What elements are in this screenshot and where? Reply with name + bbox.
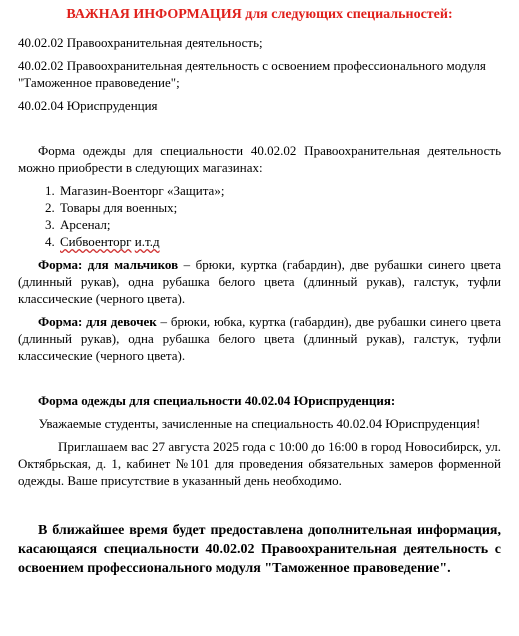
shop-etc: и.т.д (134, 234, 160, 249)
specialty-3: 40.02.04 Юриспруденция (18, 98, 158, 113)
final-note: В ближайшее время будет предоставлена дополнительная информация, касающаяся специальности 40.02.02 Правоохранительная деятельность с освоением профессионального модуля "Таможенное правоведение". (18, 523, 501, 576)
girls-text: – брюки, юбка, куртка (габардин), две рубашки синего цвета (длинный рукав), одна рубашка белого цвета (длинный рукав), галстук, туфли классические (черного цвета). (18, 314, 501, 363)
shops-list (18, 182, 501, 250)
specialty-2: 40.02.02 Правоохранительная деятельность с освоением профессионального модуля "Таможенное правоведение"; (18, 58, 486, 90)
shop-item: 3. Арсенал; (58, 216, 501, 233)
boys-uniform (18, 256, 501, 307)
boys-text: – брюки, куртка (габардин), две рубашки синего цвета (длинный рукав), одна рубашка белого цвета (длинный рукав), галстук, туфли классические (черного цвета). (18, 257, 502, 306)
page-title: ВАЖНАЯ ИНФОРМАЦИЯ для следующих специальностей: (66, 7, 453, 22)
specialty-1: 40.02.02 Правоохранительная деятельность; (18, 35, 263, 50)
uniform-intro: Форма одежды для специальности 40.02.02 Правоохранительная деятельность можно приобрести в следующих магазинах: (18, 143, 501, 175)
shop-item: 2. Товары для военных; (58, 199, 501, 216)
shop-name: Сибвоенторг (60, 234, 132, 249)
girls-uniform (18, 313, 501, 364)
shop-item: 1. Магазин-Военторг «Защита»; (58, 182, 501, 199)
shop-item (58, 233, 501, 250)
boys-label: Форма: для мальчиков (38, 257, 179, 272)
greeting: Уважаемые студенты, зачисленные на специальность 40.02.04 Юриспруденция! (38, 416, 481, 431)
invitation: Приглашаем вас 27 августа 2025 года с 10:00 до 16:00 в город Новосибирск, ул. Октябрьская, д. 1, кабинет №101 для проведения обязательных замеров форменной одежды. Ваше присутствие в указанный день необходимо. (18, 439, 501, 488)
law-heading: Форма одежды для специальности 40.02.04 Юриспруденция: (38, 393, 396, 408)
girls-label: Форма: для девочек (38, 314, 157, 329)
